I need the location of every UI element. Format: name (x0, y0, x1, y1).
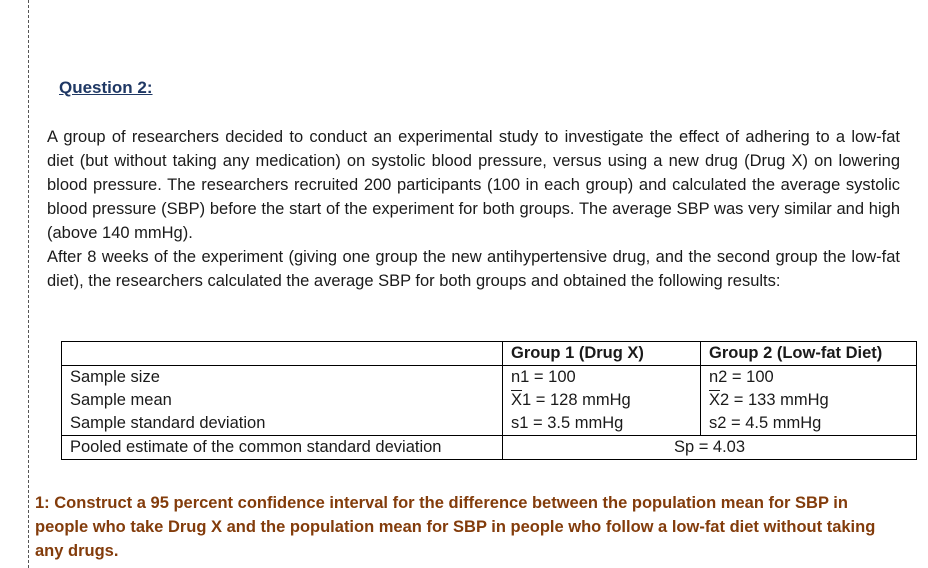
cell-group2-size: n2 = 100 (701, 366, 917, 390)
cell-pooled-sd: Sp = 4.03 (503, 436, 917, 460)
xbar-symbol: $\overline{X}$ (709, 391, 721, 409)
cell-group1-mean (503, 389, 701, 412)
mean-value: 2 = 133 mmHg (720, 391, 829, 409)
mean-value: 1 = 128 mmHg (522, 391, 631, 409)
table-row (62, 412, 917, 436)
results-table (61, 341, 917, 460)
page-margin-line (28, 0, 29, 568)
cell-group1-sd: s1 = 3.5 mmHg (503, 412, 701, 436)
table-row-pooled (62, 436, 917, 460)
results-paragraph: After 8 weeks of the experiment (giving one group the new antihypertensive drug, and the second group the low-fat diet), the researchers calculated the average SBP for both groups and obtained the following results: (47, 248, 900, 290)
table-header-group2: Group 2 (Low-fat Diet) (701, 342, 917, 366)
intro-paragraph: A group of researchers decided to conduct an experimental study to investigate the effect of adhering to a low-fat diet (but without taking any medication) on systolic blood pressure, versus using a new drug (Drug X) on lowering blood pressure. The researchers recruited 200 participants (100 in each group) and calculated the average systolic blood pressure (SBP) before the start of the experiment for both groups. The average SBP was very similar and high (above 140 mmHg). (47, 128, 900, 242)
cell-group1-size: n1 = 100 (503, 366, 701, 390)
xbar-symbol: $\overline{X}$ (511, 391, 523, 409)
table-header-group1: Group 1 (Drug X) (503, 342, 701, 366)
row-label-pooled-sd: Pooled estimate of the common standard deviation (62, 436, 503, 460)
row-label-sample-size: Sample size (62, 366, 503, 390)
cell-group2-sd: s2 = 4.5 mmHg (701, 412, 917, 436)
row-label-sample-mean: Sample mean (62, 389, 503, 412)
table-row (62, 366, 917, 390)
task-question-1: 1: Construct a 95 percent confidence interval for the difference between the population mean for SBP in people who take Drug X and the population mean for SBP in people who follow a low-fat diet without taking any drugs. (35, 494, 876, 560)
row-label-sample-sd: Sample standard deviation (62, 412, 503, 436)
question-title: Question 2: (59, 78, 153, 97)
table-row (62, 389, 917, 412)
table-header-row (62, 342, 917, 366)
table-header-blank (62, 342, 503, 366)
cell-group2-mean (701, 389, 917, 412)
